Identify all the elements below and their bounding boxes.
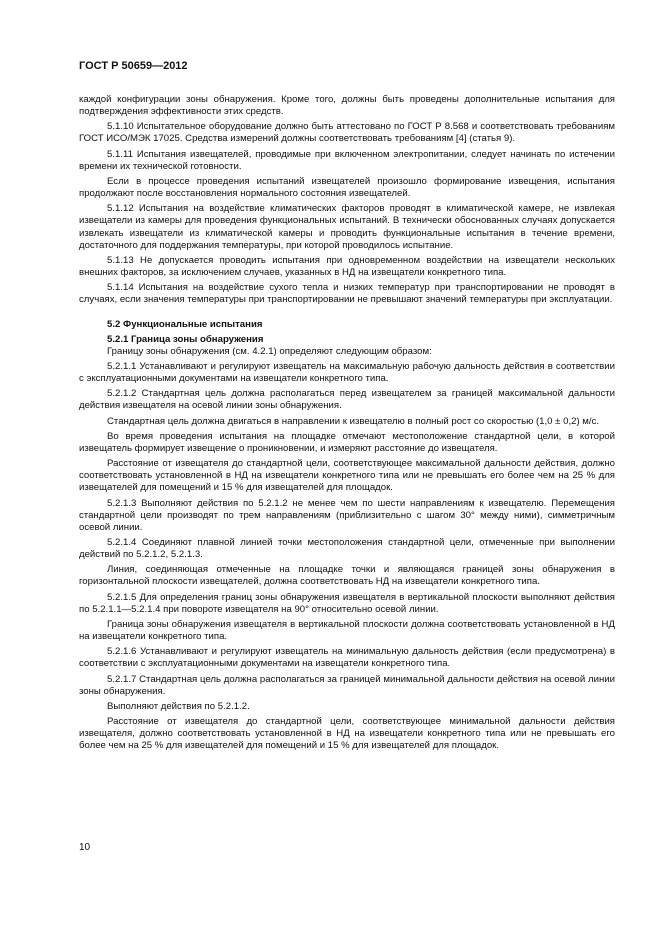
- paragraph: 5.1.13 Не допускается проводить испытания при одновременном воздействии на извещатели нескольких внешних факторов, за исключением случаев, указанных в НД на извещатели конкретного типа.: [79, 254, 615, 279]
- paragraph: 5.2.1.4 Соединяют плавной линией точки местоположения стандартной цели, отмеченные при выполнении действий по 5.2.1.2, 5.2.1.3.: [79, 537, 615, 561]
- paragraph: 5.2.1.2 Стандартная цель должна располагаться перед извещателем за границей максимальной дальности действия извещателя на осевой линии зоны обнаружения.: [79, 388, 615, 412]
- paragraph: Расстояние от извещателя до стандартной цели, соответствующее минимальной дальности действия извещателя, должно соответствовать установленной в НД на извещатели конкретного типа или не превышать его более чем на 25 % для извещателей для помещений и 15 % для извещателей для площадок.: [79, 716, 615, 752]
- paragraph: 5.2.1.3 Выполняют действия по 5.2.1.2 не менее чем по шести направлениям к извещателю. Перемещения стандартной цели производят по трем направлениям (приблизительно с шагом 30° между ними), симметричным осевой линии.: [79, 497, 615, 533]
- document-body: [79, 94, 615, 753]
- paragraph: 5.2.1.7 Стандартная цель должна располагаться за границей минимальной дальности действия на осевой линии зоны обнаружения.: [79, 673, 615, 697]
- paragraph: 5.1.12 Испытания на воздействие климатических факторов проводят в климатической камере, не извлекая извещатели из камеры для проведения функциональных испытаний. В технически обоснованных случаях допускается извлекать извещатели из климатической камеры и проводить функциональные испытания в течение времени, достаточного для поддержания температуры, при которой проводилось испытание.: [79, 203, 615, 251]
- paragraph: Если в процессе проведения испытаний извещателей произошло формирование извещения, испытания продолжают после восстановления нормального состояния извещателей.: [79, 175, 615, 200]
- page-number: 10: [79, 842, 91, 853]
- section-title: 5.2 Функциональные испытания: [107, 318, 263, 330]
- paragraph: Границу зоны обнаружения (см. 4.2.1) определяют следующим образом:: [107, 345, 432, 357]
- paragraph: 5.2.1.1 Устанавливают и регулируют извещатель на максимальную рабочую дальность действия в соответствии с эксплуатационными документами на извещатели конкретного типа.: [79, 360, 615, 385]
- paragraph: Граница зоны обнаружения извещателя в вертикальной плоскости должна соответствовать установленной в НД на извещатели конкретного типа.: [79, 618, 615, 643]
- paragraph: 5.1.10 Испытательное оборудование должно быть аттестовано по ГОСТ Р 8.568 и соответствовать требованиям ГОСТ ИСО/МЭК 17025. Средства измерений должны соответствовать требованиям [4] (статья 9).: [79, 121, 615, 145]
- paragraph: Расстояние от извещателя до стандартной цели, соответствующее максимальной дальности действия, должно соответствовать установленной в НД на извещатели конкретного типа или не превышать его более чем на 25 % для извещателей для помещений и 15 % для извещателей для площадок.: [79, 458, 615, 494]
- paragraph: 5.2.1.6 Устанавливают и регулируют извещатель на минимальную дальность действия (если предусмотрена) в соответствии с эксплуатационными документами на извещатели конкретного типа.: [79, 646, 615, 670]
- paragraph: Линия, соединяющая отмеченные на площадке точки и являющаяся границей зоны обнаружения в горизонтальной плоскости извещателей, должна соответствовать НД на извещатели конкретного типа.: [79, 564, 615, 588]
- paragraph: Стандартная цель должна двигаться в направлении к извещателю в полный рост со скоростью (1,0 ± 0,2) м/с.: [107, 415, 600, 427]
- paragraph: Во время проведения испытания на площадке отмечают местоположение стандартной цели, в которой извещатель формирует извещение о проникновении, и измеряют расстояние до извещателя.: [79, 430, 615, 454]
- paragraph: каждой конфигурации зоны обнаружения. Кроме того, должны быть проведены дополнительные испытания для подтверждения эффективности этих средств.: [79, 94, 615, 118]
- subsection-title: 5.2.1 Граница зоны обнаружения: [107, 333, 264, 345]
- paragraph: 5.2.1.5 Для определения границ зоны обнаружения извещателя в вертикальной плоскости выполняют действия по 5.2.1.1—5.2.1.4 при повороте извещателя на 90° относительно осевой линии.: [79, 591, 615, 615]
- paragraph: Выполняют действия по 5.2.1.2.: [107, 700, 250, 712]
- paragraph: 5.1.14 Испытания на воздействие сухого тепла и низких температур при транспортировании не проводят в случаях, если значения температуры при транспортировании не превышают значений температуры при эксплуатации.: [79, 282, 615, 306]
- paragraph: 5.1.11 Испытания извещателей, проводимые при включенном электропитании, следует начинать по истечении времени их технической готовности.: [79, 148, 615, 172]
- document-header: ГОСТ Р 50659—2012: [79, 60, 188, 72]
